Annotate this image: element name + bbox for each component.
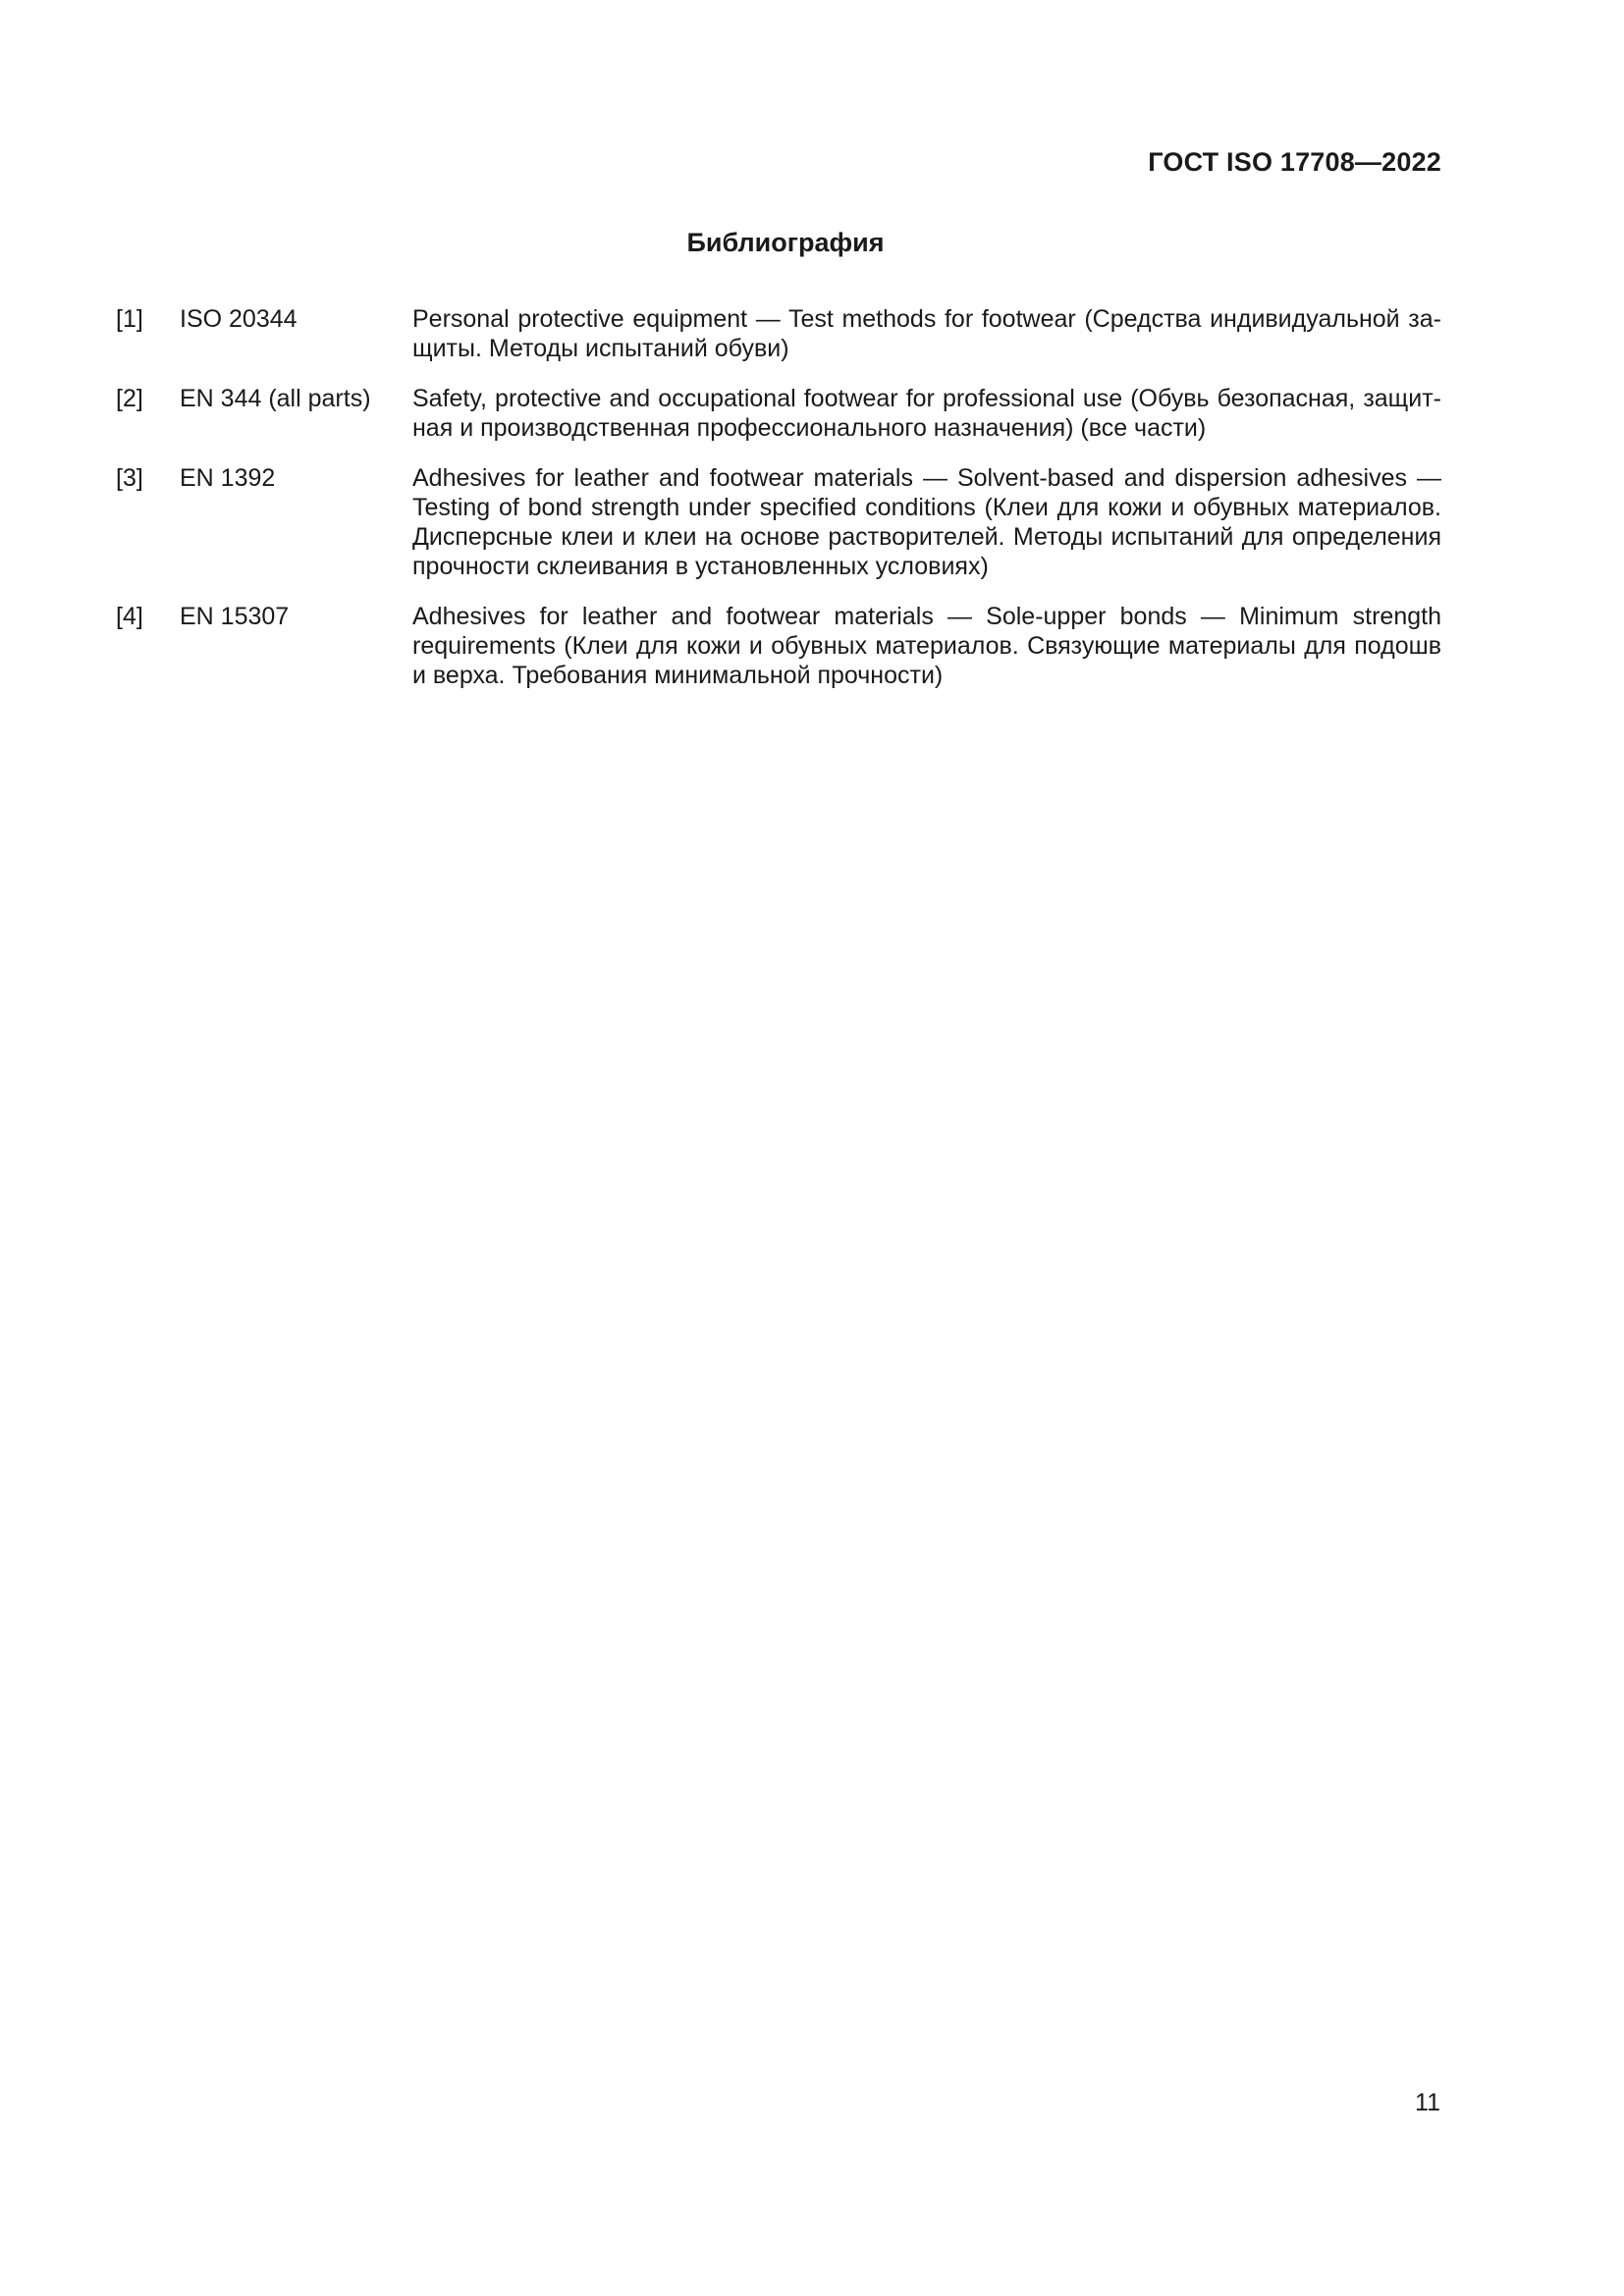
page-number: 11	[1415, 2089, 1440, 2116]
bibliography-entry	[116, 304, 1441, 363]
bibliography-entry	[116, 602, 1441, 690]
entry-number: [3]	[116, 464, 143, 492]
entry-standard-code: EN 15307	[180, 603, 290, 630]
entry-standard-code: EN 1392	[180, 464, 276, 492]
document-code-header: ГОСТ ISO 17708—2022	[1148, 147, 1441, 177]
bibliography-list	[116, 304, 1441, 711]
page-title: Библиография	[686, 228, 885, 257]
entry-description: Personal protective equipment — Test methods for footwear (Средства индивидуальной защиты. Методы испытаний обуви)	[412, 305, 1441, 362]
entry-description: Adhesives for leather and footwear materials — Sole-upper bonds — Minimum strength requirements (Клеи для кожи и обувных материалов. Связующие материалы для подошв и верха. Требования минимальной прочности)	[412, 603, 1441, 689]
entry-description: Safety, protective and occupational footwear for professional use (Обувь безопасная, защитная и производственная профессионального назначения) (все части)	[412, 385, 1441, 442]
entry-number: [1]	[116, 305, 143, 333]
entry-description: Adhesives for leather and footwear materials — Solvent-based and dispersion adhesives — Testing of bond strength under specified conditions (Клеи для кожи и обувных материалов. Дисперсные клеи и клеи на основе растворителей. Методы испытаний для определения прочности склеивания в установленных условиях)	[412, 464, 1441, 580]
entry-standard-code: ISO 20344	[180, 305, 298, 333]
bibliography-entry	[116, 384, 1441, 443]
entry-number: [2]	[116, 385, 143, 412]
entry-number: [4]	[116, 603, 143, 630]
bibliography-entry	[116, 463, 1441, 581]
entry-standard-code: EN 344 (all parts)	[180, 385, 371, 412]
